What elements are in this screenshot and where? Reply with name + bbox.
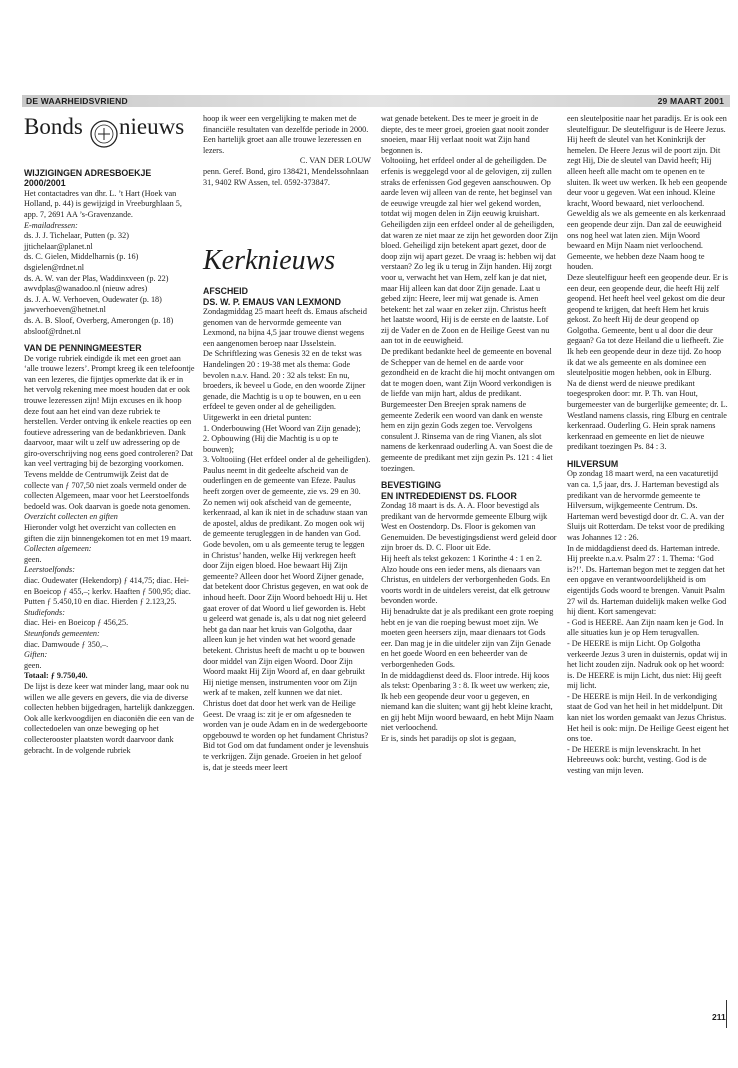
paragraph: Burgemeester Den Breejen sprak namens de gemeente Zederik een woord van dank en wenste hem en zijn gezin Gods zegen toe. Vervolgens consulent J. Rinsema van de ring Vianen, als slot namens de kerkenraad ouderling A. van Soest die de gemeente de predikant met zijn gezin Ps. 121 : 4 liet toezingen. [381,400,553,473]
italic-label: Steunfonds gemeenten: [24,628,100,638]
paragraph: een sleutelpositie naar het paradijs. Er is ook een sleutelfiguur. De sleutelfiguur is de Heere Jezus. Hij heeft de sleutel van het Koninkrijk der hemelen. De Heere Jezus wil de poort zijn. Dit zegt Hij, Die de sleutel van David heeft; Hij alleen heeft alle macht om te openen en te sluiten. Ik weet uw werken. Ik heb een geopende deur voor u gegeven. Wat een inhoud. Kleine kracht, Woord bewaard, niet verloochend. Geweldig als we als gemeente en als kerkenraad een geopende deur zijn. Dan zal de eeuwigheid ons nog heel wat laten zien. Mijn Woord bewaard en Mijn Naam niet verloochend. Gemeente, we hebben deze Naam hoog te houden. [567,114,728,272]
section-heading: BEVESTIGING [381,480,442,491]
section-subheading: EN INTREDEDIENST DS. FLOOR [381,490,517,501]
masthead-word-2: nieuws [119,114,185,139]
section-heading: WIJZIGINGEN ADRESBOEKJE [24,168,152,178]
paragraph: - De HEERE is mijn levenskracht. In het Hebreeuws ook: burcht, vesting. God is de vesting van mijn leven. [567,744,707,776]
paragraph: De Schriftlezing was Genesis 32 en de tekst was Handelingen 20 : 19-38 met als thema: Gode bevolen n.a.v. Hand. 20 : 32 als tekst: En nu, broeders, ik beveel u Gode, en den woorde Zijner genade, die Machtig is u op te bouwen, en u een erfdeel te geven onder al de geheiligden. Uitgewerkt in een drietal punten: [203,349,366,422]
paragraph: ds. J. J. Tichelaar, Putten (p. 32) jjtichelaar@planet.nl [24,231,129,251]
paragraph: diac. Hei- en Boeicop ƒ 456,25. [24,618,129,628]
section-heading: HILVERSUM [567,459,619,469]
paragraph: Het contactadres van dhr. L. ’t Hart (Hoek van Holland, p. 44) is gewijzigd in Vreeburghlaan 5, app. 7, 2691 AA ’s-Gravenzande. [24,188,182,219]
paragraph: 1. Onderbouwing (Het Woord van Zijn genade); [203,423,361,433]
paragraph: Bid tot God om dat fundament onder je levenshuis te verkrijgen. Zijn genade. Groeien in het geloof is, dat je steeds meer leert [203,741,369,772]
paragraph: Hij heeft als tekst gekozen: 1 Korinthe 4 : 1 en 2. Alzo houde ons een ieder mens, als dienaars van Christus, en uitdelers der verborgenheden Gods. En voorts wordt in de uitdelers vereist, dat elk getrouw bevonden worde. [381,553,551,606]
paragraph: Deze sleutelfiguur heeft een geopende deur. Er is een deur, een geopende deur, die heeft Hij zelf geopend. Het heeft heel veel gekost om die deur geopend te krijgen, dat heeft Hem het kruis gekost. Zo heeft Hij de deur geopend op Golgotha. Gemeente, bent u al door die deur gegaan? Ga tot deze Heiland die u liefheeft. Zie Ik heb een geopende deur in deze tijd. Zo hoop ik dat we als gemeente en als dominee een sleutelpositie mogen hebben, ook in Elburg. [567,272,728,378]
gereformeerde-bond-logo-icon [89,119,119,149]
paragraph: ds. A. B. Sloof, Overberg, Amerongen (p. 18) absloof@rdnet.nl [24,315,174,336]
bondsnieuws-masthead [24,114,195,162]
section-heading: AFSCHEID [203,286,248,297]
paragraph: geen. [24,554,42,564]
paragraph: wat genade betekent. Des te meer je groeit in de diepte, des te meer groei, groeien gaat nooit zonder snoeien, maar Hij verlaat nooit wat Zijn hand begonnen is. [381,114,549,155]
page-number: 211 [712,1012,726,1022]
corner-rule [726,1000,727,1028]
paragraph: In de middagdienst deed ds. Harteman intrede. Hij preekte n.a.v. Psalm 27 : 1. Thema: ‘God is?!’. Ds. Harteman begon met te zeggen dat het een opgave en verantwoordelijkheid is om eigentijds Gods woord te brengen. Vanuit Psalm 27 wil ds. Harteman duidelijk maken welke God hij dient. Kort samengevat: [567,543,727,617]
section-subheading: DS. W. P. EMAUS VAN LEXMOND [203,296,341,307]
italic-label: Leerstoelfonds: [24,565,75,575]
paragraph: penn. Geref. Bond, giro 138421, Mendelssohnlaan 31, 9402 RW Assen, tel. 0592-373847. [203,166,369,187]
section-subheading: 2000/2001 [24,178,66,189]
paragraph: ds. J. A. W. Verhoeven, Oudewater (p. 18) jawverhoeven@hetnet.nl [24,294,162,315]
paragraph: Zondag 18 maart is ds. A. A. Floor bevestigd als predikant van de hervormde gemeente Elburg wijk West en Oostendorp. Ds. Floor is gekomen van Genemuiden. De bevestigingsdienst werd geleid door zijn broer ds. D. C. Floor uit Ede. [381,501,557,553]
italic-label: E-mailadressen: [24,220,78,230]
italic-label: Overzicht collecten en giften [24,512,118,522]
paragraph: hoop ik weer een vergelijking te maken met de financiële resultaten van dezelfde periode in 2000. Een hartelijk groet aan alle trouwe lezeressen en lezers. [203,114,369,155]
masthead-word-1: Bonds [24,114,83,139]
paragraph: In de middagdienst deed ds. Floor intrede. Hij koos als tekst: Openbaring 3 : 8. Ik weet uw werken; zie, Ik heb een geopende deur voor u gegeven, en niemand kan die sluiten; want gij hebt kleine kracht, en gij hebt Mijn woord bewaard, en hebt Mijn Naam niet verloochend. [381,670,554,733]
kerknieuws-masthead: Kerknieuws [203,245,336,277]
paragraph: De vorige rubriek eindigde ik met een groet aan ‘alle trouwe lezers’. Prompt kreeg ik een telefoontje van een lezeres, die fijntjes opmerkte dat ik er in het vervolg rekening mee moest houden dat er ook trouwe lezeressen zijn! Mijn excuses en ik hoop deze fout aan het eind van deze rubriek te herstellen. Verder ontving ik enkele reacties op een foutieve adressering van de bedankbrieven. Dank daarvoor, maar wilt u zelf uw adressering op de giro-overschrijving nog eens goed controleren? Dat kan veel vertraging bij de bezorging voorkomen. Tevens meldde de Centrumwijk Zeist dat de collecte van ƒ 707,50 niet zoals vermeld onder de collecten Algemeen, maar voor het Leerstoelfonds bedoeld was. Ook daarvan is goede nota genomen. [24,353,195,511]
column-3 [381,114,558,745]
column-4 [567,114,729,777]
signature: C. VAN DER LOUW [299,156,371,166]
section-heading: VAN DE PENNINGMEESTER [24,343,142,354]
running-header [22,95,730,107]
column-2 [203,114,371,773]
paragraph: Voltooiing, het erfdeel onder al de geheiligden. De erfenis is weggelegd voor al de gelovigen, zij zullen straks de erfenissen God gegeven aanschouwen. Op aarde leven wij alleen van de rente, het beginsel van de eeuwige vreugde zal hier wel gekend worden, totdat wij mogen delen in Zijn eeuwig kruishart. Geheiligden zijn een erfdeel onder al de geheiligden, dat waren ze niet maar ze zijn het geworden door Zijn bloed. Geheiligd zijn betekent apart gezet, door de doop zijn wij apart gezet. De vraag is: hebben wij dat verstaan? Zo leg ik u terug in Zijn handen. Hij zorgt voor u, verwacht het van Hem, zelf kan je dat niet, maar Hij alleen kan dat door Zijn genade. Laat u gebed zijn: Heere, leer mij wat genade is. Amen betekent: het zal waar en zeker zijn. Christus heeft het laatste woord, Hij is de eerste en de laatste. Lof zij de Vader en de Zoon en de Heilige Geest van nu aan tot in de eeuwigheid. [381,156,558,346]
paragraph: - God is HEERE. Aan Zijn naam ken je God. In alle situaties kun je op Hem terugvallen. [567,617,724,638]
paragraph: diac. Oudewater (Hekendorp) ƒ 414,75; diac. Hei- en Boeicop ƒ 455,–; kerkv. Haaften ƒ 500,95; diac. Putten ƒ 5.450,10 en diac. Hierden ƒ 2.123,25. [24,576,191,607]
paragraph: geen. [24,660,42,670]
issue-date: 29 MAART 2001 [657,96,724,106]
paragraph: - De HEERE is mijn Heil. In de verkondiging staat de God van het heil in het middelpunt. Dit kan niet los worden gemaakt van Jezus Christus. Het heil is ook: mijn. De Heilige Geest eigent het ons toe. [567,691,729,744]
italic-label: Studiefonds: [24,607,65,617]
paragraph: Zondagmiddag 25 maart heeft ds. Emaus afscheid genomen van de hervormde gemeente van Lexmond, na bijna 4,5 jaar trouwe dienst wegens een aangenomen beroep naar IJsselstein. [203,306,367,348]
paragraph: Hij benadrukte dat je als predikant een grote roeping hebt en je van die roeping bewust moet zijn. We moeten geen heersers zijn, maar dienaars tot Gods eer. Dan mag je in die uitdeler zijn van Zijn Genade en het goede Woord en een beheerder van de verborgenheden Gods. [381,606,554,669]
paragraph: Hieronder volgt het overzicht van collecten en giften die zijn binnengekomen tot en met 19 maart. [24,523,192,543]
total-line: Totaal: ƒ 9.750,40. [24,671,88,681]
paragraph: ds. A. W. van der Plas, Waddinxveen (p. 22) awvdplas@wanadoo.nl (nieuw adres) [24,273,169,294]
column-1 [24,114,195,756]
italic-label: Collecten algemeen: [24,544,92,554]
paragraph: Er is, sinds het paradijs op slot is gegaan, [381,734,517,744]
paragraph: Paulus neemt in dit gedeelte afscheid van de ouderlingen en de gemeente van Efeze. Paulus heeft zorgen over de gemeente, zie vs. 29 en 30. Zo nemen wij ook afscheid van de gemeente, kerkenraad, al kan ik niet in de schaduw staan van de apostel, aldus de predikant. Zo mogen ook wij de gemeente terugleggen in de handen van God. Gode bevolen, om u als gemeente terug te leggen in Christus’ handen, welke Hij verkregen heeft door Zijn eigen bloed. Hoe bewaart Hij Zijn gemeente? Alleen door het Woord Zijner genade, dat betekent door Christus gegeven, en wat ook de inhoud heeft. Door Zijn Woord behoedt Hij u. Het gaat erover of dat Woord u lief geworden is. Hebt u geleerd wat genade is, als u dat nog niet geleerd hebt ga dan naar het kruis van Golgotha, daar alleen kun je het vinden wat het woord genade betekent. Christus heeft de macht u op te bouwen door middel van Zijn eigen Woord. Door Zijn Woord maakt Hij Zijn Woord af, en daar gebruikt Hij nietige mensen, instrumenten voor om Zijn werk af te maken, zelf kunnen we dat niet. Christus doet dat door het werk van de Heilige Geest. De vraag is: zit je er om afgesneden te worden van je oude Adam en in de wedergeboorte opgebouwd te worden op het fundament Christus? [203,465,369,740]
column-1-body [24,168,195,756]
paragraph: diac. Damwoude ƒ 350,–. [24,639,109,649]
paragraph: Op zondag 18 maart werd, na een vacaturetijd van ca. 1,5 jaar, drs. J. Harteman bevestigd als predikant van de hervormde gemeente te Hilversum, wijkgemeente Centrum. Ds. Harteman werd bevestigd door dr. C. A. van der Sluijs uit Rotterdam. De tekst voor de prediking was Johannes 12 : 26. [567,469,725,542]
italic-label: Giften: [24,650,48,660]
paragraph: Na de dienst werd de nieuwe predikant toegesproken door: mr. P. Th. van Hout, burgemeester van de burgerlijke gemeente; dr. L. Westland namens classis, ring Elburg en centrale kerkenraad. Ouderling G. Hein sprak namens kerkenraad en gemeente en liet de nieuwe predikant toezingen Ps. 84 : 3. [567,378,728,452]
publication-name: DE WAARHEIDSVRIEND [26,96,128,106]
paragraph: 3. Voltooiing (Het erfdeel onder al de geheiligden). [203,455,371,465]
paragraph: De lijst is deze keer wat minder lang, maar ook nu willen we alle gevers en gevers, die via de diverse collecten hebben bijgedragen, hartelijk dankzeggen. Ook alle kerkvoogdijen en diaconiën die een van de collectedoelen van onze beweging op het collecterooster plaatsten wordt daarvoor dank gebracht. In de volgende rubriek [24,681,195,755]
paragraph: De predikant bedankte heel de gemeente en bovenal de Schepper van de hemel en de aarde voor gezondheid en de kracht die hij mocht ontvangen om dat te mogen doen, want Zijn Woord verkondigen is de liefde van mijn hart, aldus de predikant. [381,347,555,399]
paragraph: - De HEERE is mijn Licht. Op Golgotha verkeerde Jezus 3 uren in duisternis, opdat wij in het licht zouden zijn. Nadruk ook op het woord: is. De HEERE is mijn Licht, dus niet: Hij geeft mij licht. [567,638,728,691]
paragraph: 2. Opbouwing (Hij die Machtig is u op te bouwen); [203,434,339,454]
paragraph: ds. C. Gielen, Middelharnis (p. 16) dsgielen@rdnet.nl [24,252,139,272]
